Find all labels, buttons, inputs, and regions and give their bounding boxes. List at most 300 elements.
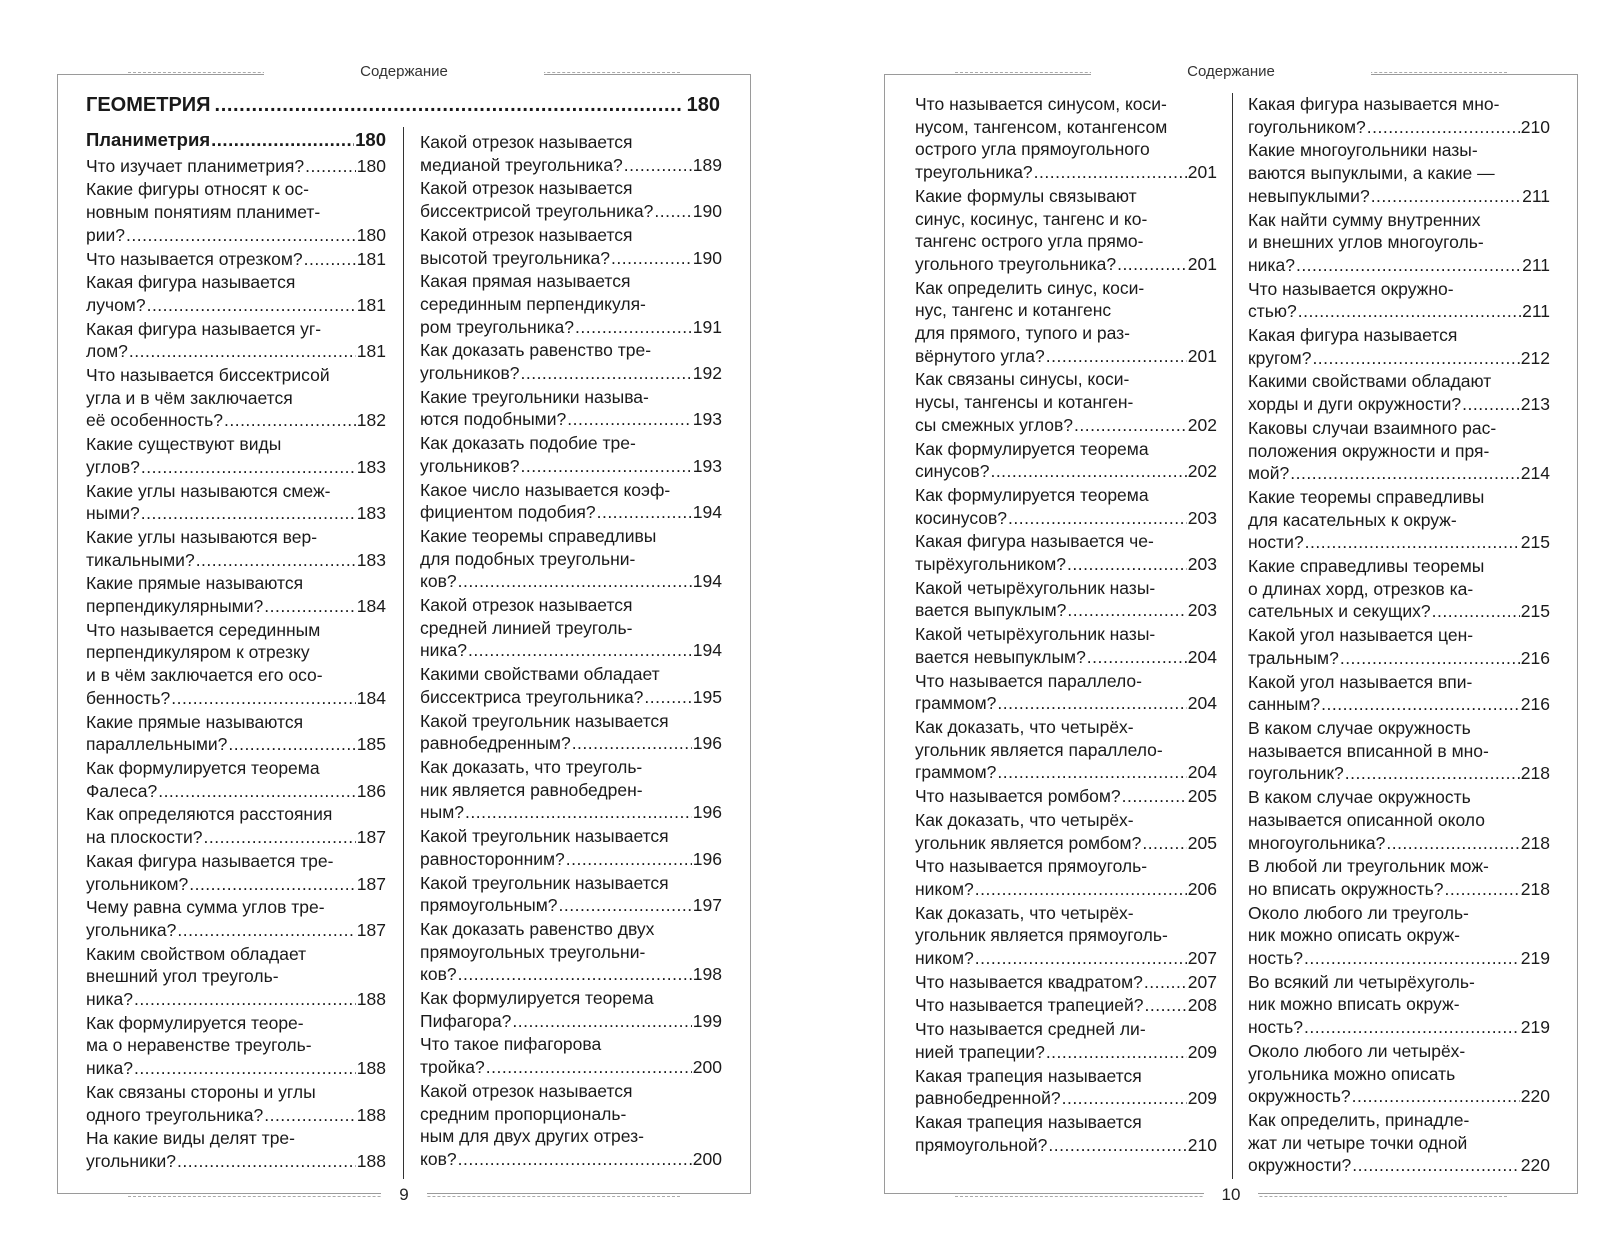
- toc-entry[interactable]: [1248, 278, 1550, 323]
- dot-leader: [171, 687, 356, 710]
- toc-entry-title: рии?: [86, 224, 126, 245]
- toc-entry-title: синусов?: [915, 461, 990, 482]
- dot-leader: [196, 549, 356, 572]
- toc-entry-page: 201: [1187, 162, 1217, 183]
- toc-entry-line: Что такое пифагорова: [420, 1034, 602, 1055]
- toc-entry-page: 184: [356, 687, 386, 708]
- toc-entry[interactable]: [420, 224, 722, 269]
- toc-entry[interactable]: [86, 803, 386, 848]
- toc-entry-page: 215: [1520, 532, 1550, 553]
- toc-entry-title: вается невыпуклым?: [915, 646, 1086, 667]
- toc-entry-line: Как доказать, что четырёх-: [915, 716, 1134, 737]
- toc-entry[interactable]: [86, 1127, 386, 1172]
- toc-entry-title: лом?: [86, 341, 128, 362]
- toc-entry-line: Какие углы называются вер-: [86, 526, 318, 547]
- dot-leader: [177, 1150, 356, 1173]
- toc-entry-line: Какое число называется коэф-: [420, 479, 671, 500]
- toc-entry[interactable]: [86, 248, 386, 271]
- toc-entry-line: Какие справедливы теоремы: [1248, 556, 1485, 577]
- toc-entry[interactable]: [420, 432, 722, 477]
- toc-entry-line: Какой угол называется цен-: [1248, 625, 1474, 646]
- toc-entry-page: 201: [1187, 253, 1217, 274]
- toc-entry-title: хорды и дуги окружности?: [1248, 394, 1462, 415]
- toc-entry[interactable]: [1248, 417, 1550, 485]
- toc-entry-title: угольников?: [420, 455, 520, 476]
- dot-leader: [1087, 646, 1187, 669]
- toc-entry-line: Во всякий ли четырёхуголь-: [1248, 971, 1475, 992]
- dot-leader: [1371, 185, 1521, 208]
- dot-leader: [134, 988, 356, 1011]
- toc-entry[interactable]: [86, 1081, 386, 1126]
- toc-entry-title: окружности?: [1248, 1155, 1352, 1176]
- toc-entry-title: угольники?: [86, 1150, 177, 1171]
- dot-leader: [520, 362, 691, 385]
- toc-entry-page: 196: [692, 802, 722, 823]
- dot-leader: [1304, 1016, 1520, 1039]
- toc-entry-title: ются подобными?: [420, 409, 567, 430]
- toc-entry-page: 204: [1187, 693, 1217, 714]
- toc-entry[interactable]: [915, 577, 1217, 622]
- toc-entry-title: одного треугольника?: [86, 1104, 264, 1125]
- dot-leader: [1034, 161, 1187, 184]
- dot-leader: [1304, 947, 1520, 970]
- toc-entry-title: кругом?: [1248, 347, 1312, 368]
- dot-leader: [559, 894, 692, 917]
- toc-entry[interactable]: [86, 271, 386, 316]
- toc-entry-page: 198: [692, 964, 722, 985]
- toc-entry-line: Какой отрезок называется: [420, 132, 633, 152]
- toc-entry[interactable]: [1248, 717, 1550, 785]
- toc-entry-line: и внешних углов многоуголь-: [1248, 232, 1484, 253]
- toc-entry-line: Как доказать равенство тре-: [420, 340, 652, 361]
- toc-entry-line: угла и в чём заключается: [86, 387, 293, 408]
- dot-leader: [520, 455, 691, 478]
- toc-entry-line: Как доказать, что четырёх-: [915, 809, 1134, 830]
- toc-entry-page: 195: [692, 686, 722, 707]
- dot-leader: [567, 408, 692, 431]
- toc-entry-title: ков?: [420, 571, 457, 592]
- toc-entry[interactable]: [915, 277, 1217, 368]
- toc-entry-line: Какая фигура называется тре-: [86, 850, 334, 871]
- toc-entry-page: 193: [692, 455, 722, 476]
- toc-entry[interactable]: [420, 825, 722, 870]
- toc-entry-line: называется описанной около: [1248, 809, 1485, 830]
- toc-entry-line: В любой ли треугольник мож-: [1248, 856, 1489, 877]
- toc-entry-title: тырёхугольником?: [915, 554, 1067, 575]
- toc-entry-title: прямоугольной?: [915, 1134, 1048, 1155]
- running-header: Содержание: [885, 63, 1577, 80]
- toc-entry[interactable]: [86, 178, 386, 246]
- toc-entry[interactable]: [86, 896, 386, 941]
- toc-entry[interactable]: [915, 855, 1217, 900]
- toc-entry-line: Около любого ли четырёх-: [1248, 1040, 1466, 1061]
- toc-entry-line: В каком случае окружность: [1248, 787, 1471, 808]
- toc-entry-line: Как доказать, что треуголь-: [420, 756, 643, 777]
- toc-entry[interactable]: [1248, 486, 1550, 554]
- toc-entry-page: 211: [1522, 254, 1550, 275]
- toc-entry-line: Какие треугольники называ-: [420, 386, 649, 407]
- toc-entry[interactable]: [420, 710, 722, 755]
- toc-entry-line: для подобных треугольни-: [420, 548, 636, 569]
- toc-entry[interactable]: [86, 757, 386, 802]
- toc-entry-line: Какой отрезок называется: [420, 1080, 633, 1101]
- toc-entry-line: Как определить, принадле-: [1248, 1109, 1470, 1130]
- toc-entry[interactable]: [420, 987, 722, 1032]
- toc-entry-line: Что называется окружно-: [1248, 278, 1454, 299]
- toc-entry-line: средней линией треуголь-: [420, 617, 633, 638]
- toc-entry-title: высотой треугольника?: [420, 247, 611, 268]
- dot-leader: [126, 224, 356, 247]
- toc-entry[interactable]: [1248, 855, 1550, 900]
- toc-entry-line: для прямого, тупого и раз-: [915, 323, 1130, 344]
- toc-column-2: [1248, 93, 1550, 1178]
- toc-entry-title: Что изучает планиметрия?: [86, 155, 305, 176]
- toc-entry[interactable]: [420, 756, 722, 824]
- toc-entry-line: Какие прямые называются: [86, 711, 304, 732]
- toc-entry[interactable]: [86, 711, 386, 756]
- toc-entry-line: прямоугольных треугольни-: [420, 941, 646, 962]
- toc-entry-line: Какая фигура называется уг-: [86, 318, 322, 339]
- toc-entry[interactable]: [86, 850, 386, 895]
- dot-leader: [305, 155, 356, 178]
- toc-entry-title: перпендикулярными?: [86, 596, 264, 617]
- toc-entry[interactable]: [915, 1065, 1217, 1110]
- toc-entry-line: ваются выпуклыми, а какие —: [1248, 163, 1495, 184]
- toc-entry-title: санным?: [1248, 694, 1321, 715]
- dot-leader: [1445, 878, 1520, 901]
- dot-leader: [1432, 600, 1520, 623]
- toc-entry-page: 218: [1520, 832, 1550, 853]
- toc-entry-title: ков?: [420, 964, 457, 985]
- toc-entry-page: 183: [356, 503, 386, 524]
- toc-entry-line: ник можно описать окруж-: [1248, 925, 1460, 946]
- toc-entry[interactable]: [915, 785, 1217, 808]
- dot-leader: [512, 1010, 691, 1033]
- toc-entry-page: 219: [1520, 948, 1550, 969]
- toc-entry[interactable]: [420, 177, 722, 222]
- dot-leader: [624, 154, 692, 177]
- toc-entry-page: 205: [1187, 786, 1217, 807]
- toc-entry-title: многоугольника?: [1248, 832, 1386, 853]
- toc-entry[interactable]: [1248, 971, 1550, 1039]
- toc-entry-line: Какой отрезок называется: [420, 178, 633, 199]
- dot-leader: [997, 692, 1186, 715]
- toc-entry-page: 207: [1187, 971, 1217, 992]
- toc-entry-title: угольного треугольника?: [915, 253, 1117, 274]
- toc-entry-title: Пифагора?: [420, 1010, 512, 1031]
- toc-entry[interactable]: [1248, 1040, 1550, 1108]
- toc-entry-title: ность?: [1248, 1017, 1304, 1038]
- toc-entry-title: граммом?: [915, 762, 997, 783]
- toc-entry-title: биссектриса треугольника?: [420, 686, 644, 707]
- running-header: Содержание: [58, 63, 750, 80]
- toc-entry[interactable]: [915, 438, 1217, 483]
- toc-entry-line: Как формулируется теорема: [915, 438, 1149, 459]
- toc-entry[interactable]: [420, 1080, 722, 1171]
- dot-leader: [1462, 393, 1520, 416]
- toc-entry-page: 187: [356, 827, 386, 848]
- dot-leader: [264, 1104, 356, 1127]
- subsection-heading[interactable]: [86, 129, 386, 152]
- toc-entry-line: Какие углы называются смеж-: [86, 480, 331, 501]
- toc-entry-page: 196: [692, 848, 722, 869]
- toc-entry[interactable]: [86, 364, 386, 432]
- toc-entry-title: Что называется трапецией?: [915, 995, 1144, 1016]
- toc-entry-line: Каким свойством обладает: [86, 943, 307, 964]
- toc-entry[interactable]: [1248, 324, 1550, 369]
- toc-entry[interactable]: [915, 1018, 1217, 1063]
- toc-entry-page: 209: [1187, 1088, 1217, 1109]
- toc-entry[interactable]: [915, 623, 1217, 668]
- toc-entry-page: 208: [1187, 995, 1217, 1016]
- toc-entry[interactable]: [1248, 139, 1550, 207]
- toc-entry-title: угольников?: [420, 363, 520, 384]
- toc-entry-line: нусы, тангенсы и котанген-: [915, 392, 1134, 413]
- toc-entry-page: 180: [356, 224, 386, 245]
- toc-entry[interactable]: [915, 902, 1217, 970]
- dot-leader: [458, 570, 692, 593]
- toc-entry-line: синус, косинус, тангенс и ко-: [915, 208, 1148, 229]
- toc-entry-line: Какой треугольник называется: [420, 826, 669, 847]
- toc-entry[interactable]: [915, 1111, 1217, 1156]
- toc-entry-page: 190: [692, 247, 722, 268]
- toc-entry[interactable]: [1248, 370, 1550, 415]
- dot-leader: [465, 801, 692, 824]
- toc-entry-line: Как определить синус, коси-: [915, 277, 1145, 298]
- toc-entry-page: 194: [692, 640, 722, 661]
- toc-entry-page: 204: [1187, 646, 1217, 667]
- subsection-title: Планиметрия: [86, 129, 211, 150]
- toc-entry-line: В каком случае окружность: [1248, 717, 1471, 738]
- toc-entry[interactable]: [86, 1012, 386, 1080]
- toc-entry[interactable]: [1248, 624, 1550, 669]
- toc-entry-page: 188: [356, 1150, 386, 1171]
- dot-leader: [1312, 347, 1519, 370]
- toc-column-1: [86, 129, 386, 1174]
- toc-column-2: [420, 131, 722, 1172]
- toc-entry-page: 188: [356, 1104, 386, 1125]
- toc-entry-line: новным понятиям планимет-: [86, 202, 321, 223]
- toc-entry-line: Какие многоугольники назы-: [1248, 140, 1478, 161]
- toc-entry-line: Что называется параллело-: [915, 670, 1142, 691]
- toc-entry-line: Как доказать подобие тре-: [420, 433, 636, 454]
- left-page: [57, 63, 751, 1204]
- toc-entry-line: и в чём заключается его осо-: [86, 665, 323, 686]
- toc-entry-title: углов?: [86, 456, 140, 477]
- dot-leader: [1352, 1154, 1520, 1177]
- toc-entry-title: вается выпуклым?: [915, 600, 1067, 621]
- section-page: 180: [686, 94, 720, 116]
- toc-entry-line: Какая трапеция называется: [915, 1065, 1142, 1086]
- toc-entry-line: положения окружности и пря-: [1248, 440, 1490, 461]
- toc-entry[interactable]: [1248, 93, 1550, 138]
- toc-entry-line: Как найти сумму внутренних: [1248, 209, 1481, 230]
- toc-entry[interactable]: [420, 525, 722, 593]
- toc-entry[interactable]: [915, 716, 1217, 784]
- toc-entry[interactable]: [420, 339, 722, 384]
- toc-entry[interactable]: [915, 971, 1217, 994]
- toc-entry-page: 202: [1187, 414, 1217, 435]
- section-title: ГЕОМЕТРИЯ: [86, 94, 211, 116]
- column-divider: [403, 127, 404, 1179]
- toc-entry-page: 181: [356, 341, 386, 362]
- dot-leader: [129, 340, 356, 363]
- toc-entry[interactable]: [915, 994, 1217, 1017]
- toc-entry-page: 183: [356, 549, 386, 570]
- toc-entry[interactable]: [86, 619, 386, 710]
- toc-entry-line: называется вписанной в мно-: [1248, 740, 1489, 761]
- toc-entry[interactable]: [915, 670, 1217, 715]
- toc-entry-line: Какие теоремы справедливы: [1248, 486, 1485, 507]
- toc-entry-line: Как формулируется теорема: [915, 484, 1149, 505]
- toc-entry[interactable]: [420, 918, 722, 986]
- toc-entry-line: ным для двух других отрез-: [420, 1126, 644, 1147]
- toc-entry-title: косинусов?: [915, 507, 1008, 528]
- toc-entry-line: жат ли четыре точки одной: [1248, 1132, 1468, 1153]
- toc-entry-line: Какие существуют виды: [86, 434, 282, 455]
- toc-entry-page: 199: [692, 1010, 722, 1031]
- toc-entry-page: 203: [1187, 554, 1217, 575]
- toc-entry-line: Какой треугольник называется: [420, 710, 669, 731]
- toc-entry[interactable]: [420, 872, 722, 917]
- dot-leader: [1296, 254, 1521, 277]
- toc-entry-title: окружность?: [1248, 1086, 1351, 1107]
- toc-entry[interactable]: [915, 809, 1217, 854]
- toc-entry[interactable]: [420, 663, 722, 708]
- toc-entry-page: 215: [1520, 601, 1550, 622]
- dot-leader: [611, 247, 692, 270]
- toc-entry[interactable]: [915, 484, 1217, 529]
- toc-entry-page: 180: [356, 155, 386, 176]
- toc-entry-title: угольник является ромбом?: [915, 832, 1142, 853]
- right-page: [884, 63, 1578, 1204]
- page-number: 10: [885, 1185, 1577, 1205]
- dot-leader: [1145, 994, 1187, 1017]
- toc-entry-page: 190: [692, 201, 722, 222]
- dot-leader: [1340, 647, 1520, 670]
- toc-entry-page: 210: [1187, 1134, 1217, 1155]
- dot-leader: [1352, 1085, 1520, 1108]
- toc-entry[interactable]: [420, 270, 722, 338]
- toc-entry-line: Как формулируется теорема: [86, 757, 320, 778]
- toc-entry[interactable]: [420, 1033, 722, 1078]
- toc-entry[interactable]: [86, 943, 386, 1011]
- toc-entry-line: Какой треугольник называется: [420, 872, 669, 893]
- toc-entry-page: 212: [1520, 347, 1550, 368]
- toc-entry-title: ником?: [915, 878, 974, 899]
- dot-leader: [158, 780, 356, 803]
- toc-entry[interactable]: [420, 386, 722, 431]
- toc-entry-title: бенность?: [86, 687, 171, 708]
- toc-entry-page: 194: [692, 502, 722, 523]
- toc-entry-title: стью?: [1248, 301, 1297, 322]
- toc-entry-page: 203: [1187, 600, 1217, 621]
- toc-entry[interactable]: [915, 530, 1217, 575]
- toc-entry-title: ника?: [86, 989, 133, 1010]
- toc-entry-title: граммом?: [915, 693, 997, 714]
- dot-leader: [597, 501, 692, 524]
- toc-entry-line: Какие фигуры относят к ос-: [86, 179, 309, 200]
- toc-entry-line: Какими свойствами обладает: [420, 664, 660, 685]
- toc-entry[interactable]: [86, 433, 386, 478]
- dot-leader: [224, 409, 356, 432]
- section-heading[interactable]: [86, 93, 720, 117]
- toc-entry-line: Какими свойствами обладают: [1248, 371, 1492, 392]
- dot-leader: [1046, 1041, 1187, 1064]
- toc-entry-title: равнобедренной?: [915, 1088, 1061, 1109]
- toc-entry-line: внешний угол треуголь-: [86, 966, 279, 987]
- toc-entry[interactable]: [1248, 786, 1550, 854]
- toc-entry-page: 216: [1520, 647, 1550, 668]
- dot-leader: [458, 1148, 692, 1171]
- dot-leader: [1067, 553, 1187, 576]
- dot-leader: [1074, 414, 1187, 437]
- toc-entry-title: ность?: [1248, 948, 1304, 969]
- toc-entry-title: тройка?: [420, 1057, 485, 1078]
- toc-entry-line: Как определяются расстояния: [86, 804, 333, 825]
- toc-entry[interactable]: [915, 185, 1217, 276]
- toc-entry-page: 189: [692, 154, 722, 175]
- dot-leader: [575, 316, 692, 339]
- dot-leader: [1046, 345, 1187, 368]
- toc-entry-title: равносторонним?: [420, 848, 565, 869]
- subsection-page: 180: [355, 129, 386, 150]
- toc-entry-line: нусом, тангенсом, котангенсом: [915, 116, 1168, 137]
- toc-entry-title: ника?: [1248, 254, 1295, 275]
- toc-entry[interactable]: [420, 479, 722, 524]
- toc-entry[interactable]: [86, 526, 386, 571]
- toc-entry[interactable]: [1248, 671, 1550, 716]
- toc-entry-page: 187: [356, 919, 386, 940]
- toc-entry-title: ным?: [420, 802, 465, 823]
- toc-entry-line: Каковы случаи взаимного рас-: [1248, 417, 1497, 438]
- toc-entry[interactable]: [86, 480, 386, 525]
- toc-entry[interactable]: [86, 318, 386, 363]
- toc-entry-page: 188: [356, 989, 386, 1010]
- toc-entry-line: Какой отрезок называется: [420, 224, 633, 245]
- toc-entry-line: Что называется синусом, коси-: [915, 94, 1167, 114]
- toc-entry-line: нус, тангенс и котангенс: [915, 300, 1112, 321]
- toc-entry-title: ника?: [86, 1058, 133, 1079]
- dot-leader: [997, 761, 1186, 784]
- toc-entry[interactable]: [86, 155, 386, 178]
- toc-entry[interactable]: [420, 594, 722, 662]
- toc-entry-title: ков?: [420, 1148, 457, 1169]
- toc-entry[interactable]: [420, 131, 722, 176]
- dot-leader: [177, 919, 355, 942]
- toc-entry[interactable]: [1248, 209, 1550, 277]
- toc-entry-line: Какой четырёхугольник назы-: [915, 624, 1156, 645]
- toc-entry-title: ром треугольника?: [420, 316, 575, 337]
- toc-entry[interactable]: [915, 368, 1217, 436]
- toc-entry-line: Какие теоремы справедливы: [420, 525, 657, 546]
- toc-entry-page: 193: [692, 409, 722, 430]
- toc-entry[interactable]: [1248, 1109, 1550, 1177]
- toc-entry-title: на плоскости?: [86, 827, 203, 848]
- toc-entry-page: 211: [1522, 301, 1550, 322]
- toc-entry[interactable]: [915, 93, 1217, 184]
- dot-leader: [975, 878, 1187, 901]
- toc-entry[interactable]: [1248, 555, 1550, 623]
- toc-entry[interactable]: [1248, 902, 1550, 970]
- toc-entry[interactable]: [86, 572, 386, 617]
- toc-entry-title: ности?: [1248, 532, 1304, 553]
- dot-leader: [1067, 599, 1186, 622]
- toc-entry-line: угольник является параллело-: [915, 739, 1163, 760]
- dot-leader: [572, 732, 692, 755]
- toc-entry-line: Как формулируется теорема: [420, 988, 654, 1009]
- toc-entry-title: её особенность?: [86, 410, 223, 431]
